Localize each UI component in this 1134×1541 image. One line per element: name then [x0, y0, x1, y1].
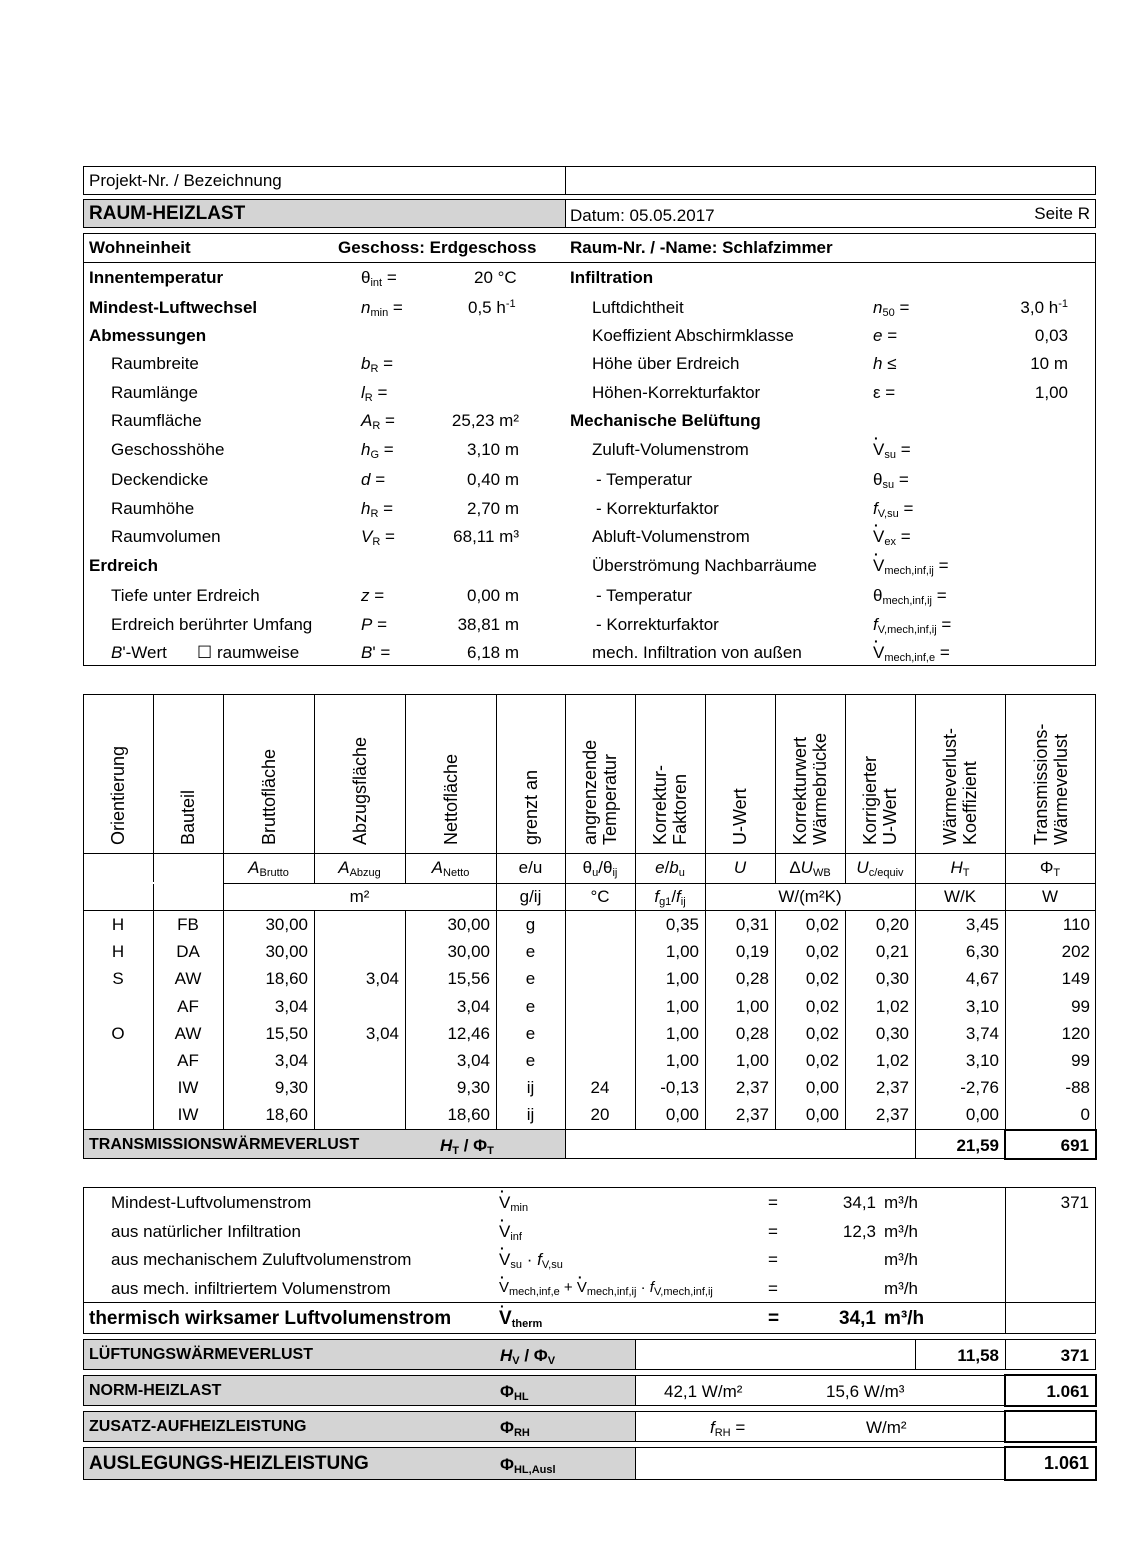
- ueberstroemung-label: Überströmung Nachbarräume: [592, 556, 817, 575]
- e-symbol: e =: [873, 326, 898, 345]
- lueftung-phi: 371: [1060, 1346, 1089, 1365]
- hg-symbol: $h_G$ =: [361, 440, 394, 461]
- table-cell: 3,10: [965, 996, 999, 1016]
- project-label: Projekt-Nr. / Bezeichnung: [89, 171, 282, 190]
- table-cell: 0,00: [965, 1105, 999, 1125]
- raumhoehe-label: Raumhöhe: [111, 499, 195, 518]
- total-ht: 21,59: [956, 1136, 999, 1155]
- hoehenkorr-value: 1,00: [1034, 383, 1068, 402]
- frh-symbol: $f_{RH}$ =: [710, 1418, 746, 1439]
- vinf-symbol: · $V_{inf}$: [499, 1222, 522, 1242]
- table-cell: S: [112, 969, 124, 989]
- col-header-line: grenzt an: [520, 769, 541, 845]
- table-cell: 0,31: [735, 915, 769, 934]
- date: Datum: 05.05.2017: [570, 206, 715, 225]
- vinf-value: 12,3: [842, 1222, 876, 1241]
- ausl-label: AUSLEGUNGS-HEIZLEISTUNG: [89, 1453, 369, 1474]
- geschosshoehe-value: 3,10 m: [467, 440, 519, 459]
- bwert-label: B'-Wert: [111, 643, 167, 662]
- zusatz-unit: W/m²: [866, 1418, 907, 1437]
- sym-ht: $H_T$: [950, 858, 970, 879]
- grid-line: [314, 694, 315, 1130]
- col-header-line: Wärmeverlust: [1050, 733, 1071, 845]
- table-cell: 1,02: [875, 996, 909, 1016]
- umfang-value: 38,81 m: [457, 615, 519, 634]
- table-cell: 1,00: [665, 1051, 699, 1070]
- col-header-11: [860, 756, 900, 845]
- vr-symbol: $V_R$ =: [361, 527, 395, 548]
- theta-int-symbol: $\theta_{int}$ =: [361, 268, 397, 289]
- tiefe-value: 0,00 m: [467, 586, 519, 605]
- abschirm-label: Koeffizient Abschirmklasse: [592, 326, 794, 345]
- table-cell: 18,60: [265, 969, 308, 989]
- vmin-symbol: · $V_{min}$: [499, 1193, 528, 1213]
- sym-uc: $U_{c/equiv}$: [856, 858, 904, 879]
- innentemp-label: Innentemperatur: [89, 268, 224, 287]
- vmech-label: aus mech. infiltriertem Volumenstrom: [111, 1279, 391, 1298]
- col-header-13: [1031, 724, 1071, 845]
- vmech-unit: m³/h: [884, 1279, 918, 1298]
- h-symbol: h ≤: [873, 354, 897, 373]
- vsu-label: aus mechanischem Zuluftvolumenstrom: [111, 1250, 412, 1269]
- z-symbol: z =: [361, 586, 385, 605]
- table-cell: -88: [1065, 1078, 1090, 1098]
- erdreich-heading: Erdreich: [89, 556, 158, 575]
- col-header-line: U-Wert: [880, 788, 900, 845]
- norm-label: NORM-HEIZLAST: [89, 1382, 222, 1399]
- table-cell: 0,02: [805, 1023, 839, 1043]
- vtherm-value: 34,1: [839, 1308, 876, 1329]
- col-header-line: Bruttofläche: [258, 748, 279, 845]
- floor-label: Geschoss: Erdgeschoss: [338, 238, 537, 257]
- vtherm-symbol: · $V_{therm}$: [499, 1308, 542, 1330]
- luftdichtheit-value: 3,0 $h^{-1}$: [1020, 298, 1068, 317]
- fvmech-symbol: $f_{V,mech,inf,ij}$ =: [873, 615, 952, 636]
- table-cell: e: [525, 996, 536, 1016]
- table-cell: 30,00: [265, 942, 308, 962]
- table-cell: 0,30: [875, 969, 909, 989]
- col-header-line: Abzugsfläche: [349, 736, 370, 845]
- table-cell: 1,00: [665, 996, 699, 1016]
- grid-line: [775, 694, 776, 1130]
- unit-w: W: [1041, 887, 1059, 906]
- table-cell: 6,30: [965, 942, 999, 962]
- raumvolumen-value: 68,11 m³: [453, 527, 519, 546]
- table-cell: 0,28: [735, 969, 769, 989]
- norm-value: 1.061: [1046, 1382, 1089, 1401]
- table-cell: O: [111, 1023, 125, 1043]
- epsilon-symbol: ε =: [873, 383, 896, 402]
- grid-line: [1005, 694, 1006, 1130]
- table-cell: 30,00: [265, 915, 308, 934]
- table-cell: 1,00: [665, 1023, 699, 1043]
- vtherm-label: thermisch wirksamer Luftvolumenstrom: [89, 1308, 452, 1329]
- deckendicke-label: Deckendicke: [111, 470, 209, 489]
- table-cell: 0,20: [875, 915, 909, 934]
- ausl-symbol: $\Phi_{HL,Ausl}$: [500, 1455, 556, 1476]
- grid-line: [83, 853, 1096, 854]
- table-cell: 12,46: [447, 1023, 490, 1043]
- vmin-unit: m³/h: [884, 1193, 918, 1212]
- table-cell: -0,13: [660, 1078, 699, 1098]
- table-cell: 1,00: [735, 996, 769, 1016]
- geschosshoehe-label: Geschosshöhe: [111, 440, 225, 459]
- table-cell: 3,04: [274, 1051, 308, 1070]
- norm-wm3: 15,6 W/m³: [826, 1382, 905, 1401]
- table-cell: AW: [174, 969, 202, 989]
- raumweise-checkbox[interactable]: ☐ raumweise: [197, 643, 300, 662]
- sym-theta: $\theta_u/\theta_{ij}$: [582, 858, 618, 879]
- table-cell: 0,02: [805, 969, 839, 989]
- col-header-line: Wärmeverlust-: [940, 727, 960, 845]
- table-cell: AF: [177, 1051, 199, 1070]
- korr2-label: - Korrekturfaktor: [596, 615, 719, 634]
- col-header-line: Orientierung: [108, 745, 128, 845]
- table-cell: 3,04: [456, 1051, 490, 1070]
- eq-therm: =: [768, 1308, 780, 1329]
- mechinf-label: mech. Infiltration von außen: [592, 643, 802, 662]
- sym-ebu: $e/b_u$: [655, 858, 685, 879]
- sym-aabzug: $A_{Abzug}$: [338, 858, 381, 879]
- col-header-line: Temperatur: [600, 753, 620, 845]
- col-header-line: angrenzende: [580, 739, 600, 845]
- grid-line: [565, 694, 566, 1130]
- eq-2: =: [768, 1222, 778, 1241]
- infiltration-heading: Infiltration: [570, 268, 654, 287]
- ar-symbol: $A_R$ =: [361, 411, 395, 432]
- deckendicke-value: 0,40 m: [467, 470, 519, 489]
- hoehe-label: Höhe über Erdreich: [592, 354, 740, 373]
- table-cell: 0,02: [805, 942, 839, 962]
- b-symbol: B' =: [361, 643, 391, 662]
- table-cell: 2,37: [875, 1078, 909, 1098]
- raumflaeche-value: 25,23 m²: [451, 411, 519, 430]
- col-header-1: [108, 746, 128, 845]
- table-cell: e: [525, 942, 536, 962]
- theta-su-symbol: $\theta_{su}$ =: [873, 470, 909, 491]
- vmechinfe-symbol: · $V_{mech,inf,e}$ =: [873, 643, 950, 663]
- table-cell: 149: [1061, 969, 1090, 989]
- table-cell: ij: [526, 1105, 535, 1125]
- table-cell: 120: [1061, 1023, 1090, 1043]
- table-cell: 20: [590, 1105, 610, 1125]
- lueftung-label: LÜFTUNGSWÄRMEVERLUST: [89, 1346, 313, 1363]
- unit-c: °C: [590, 887, 610, 906]
- sym-anetto: $A_{Netto}$: [431, 858, 470, 879]
- total-label: TRANSMISSIONSWÄRMEVERLUST: [89, 1136, 360, 1153]
- table-cell: FB: [177, 915, 199, 934]
- vinf-label: aus natürlicher Infiltration: [111, 1222, 301, 1241]
- ausl-value: 1.061: [1043, 1453, 1089, 1473]
- norm-symbol: $\Phi_{HL}$: [500, 1382, 529, 1403]
- raumflaeche-label: Raumfläche: [111, 411, 202, 430]
- col-header-line: U-Wert: [730, 788, 750, 845]
- d-symbol: d =: [361, 470, 386, 489]
- table-cell: 3,04: [274, 996, 308, 1016]
- table-cell: 1,00: [665, 969, 699, 989]
- luftwechsel-value: 0,5 $h^{-1}$: [468, 298, 516, 317]
- grid-line: [915, 1130, 916, 1158]
- unit-wm2k: W/(m²K): [778, 887, 842, 906]
- p-symbol: P =: [361, 615, 387, 634]
- col-header-3: [259, 749, 279, 845]
- project-row: [83, 166, 1096, 195]
- col-header-9: [730, 788, 750, 845]
- zusatz-value-box: [1004, 1410, 1097, 1443]
- col-header-7: [580, 740, 620, 845]
- grid-line: [845, 694, 846, 1130]
- table-cell: 30,00: [447, 915, 490, 934]
- table-cell: 1,00: [735, 1051, 769, 1070]
- table-cell: 15,50: [265, 1023, 308, 1043]
- col-header-line: Korrekturwert: [790, 736, 810, 845]
- table-cell: H: [111, 942, 125, 962]
- col-header-8: [650, 765, 690, 845]
- grid-line: [223, 694, 224, 1130]
- vmin-w: 371: [1060, 1193, 1089, 1212]
- table-cell: AW: [174, 1023, 202, 1043]
- lueftung-symbol: $H_V / \Phi_V$: [500, 1346, 556, 1367]
- col-header-line: Bauteil: [178, 789, 198, 845]
- col-header-12: [940, 728, 980, 845]
- luftwechsel-label: Mindest-Luftwechsel: [89, 298, 258, 317]
- table-cell: 3,45: [965, 915, 999, 934]
- table-cell: DA: [176, 942, 200, 962]
- page-number: Seite R: [1034, 204, 1090, 223]
- col-header-10: [790, 733, 830, 845]
- unit-wk: W/K: [943, 887, 977, 906]
- table-cell: ij: [526, 1078, 535, 1098]
- table-cell: 24: [590, 1078, 610, 1098]
- table-cell: IW: [177, 1105, 199, 1125]
- table-cell: 0,00: [665, 1105, 699, 1125]
- table-cell: e: [525, 1023, 536, 1043]
- korr1-label: - Korrekturfaktor: [596, 499, 719, 518]
- unit-gij: g/ij: [519, 887, 542, 906]
- nmin-symbol: $n_{min}$ =: [361, 298, 403, 319]
- table-cell: 3,04: [456, 996, 490, 1016]
- norm-row: [83, 1375, 1096, 1406]
- table-cell: 0,02: [805, 996, 839, 1016]
- table-cell: 0,00: [805, 1105, 839, 1125]
- table-cell: 1,02: [875, 1051, 909, 1070]
- sym-eu: e/u: [518, 858, 543, 877]
- table-cell: 0,28: [735, 1023, 769, 1043]
- merge-cover: [84, 882, 223, 884]
- sym-duwb: $\Delta U_{WB}$: [789, 858, 831, 879]
- table-cell: 1,00: [665, 942, 699, 962]
- table-cell: 18,60: [447, 1105, 490, 1125]
- page-title: RAUM-HEIZLAST: [89, 203, 246, 224]
- bwert-value: 6,18 m: [467, 643, 519, 662]
- table-cell: 3,10: [965, 1051, 999, 1070]
- table-cell: 2,37: [735, 1078, 769, 1098]
- fvsu-symbol: $f_{V,su}$ =: [873, 499, 914, 520]
- raumlaenge-label: Raumlänge: [111, 383, 198, 402]
- vsu-unit: m³/h: [884, 1250, 918, 1269]
- vmechinfij-symbol: · $V_{mech,inf,ij}$ =: [873, 556, 949, 576]
- vex-symbol: · $V_{ex}$ =: [873, 527, 911, 547]
- hoehe-value: 10 m: [1030, 354, 1068, 373]
- table-cell: 15,56: [447, 969, 490, 989]
- total-phi: 691: [1060, 1136, 1089, 1155]
- tiefe-label: Tiefe unter Erdreich: [111, 586, 260, 605]
- temp1-label: - Temperatur: [596, 470, 693, 489]
- theta-mech-symbol: $\theta_{mech,inf,ij}$ =: [873, 586, 947, 607]
- umfang-label: Erdreich berührter Umfang: [111, 615, 313, 634]
- raumhoehe-value: 2,70 m: [467, 499, 519, 518]
- grid-line: [83, 910, 1096, 911]
- table-cell: 0,00: [805, 1078, 839, 1098]
- abmessungen-heading: Abmessungen: [89, 326, 207, 345]
- grid-line: [915, 694, 916, 1130]
- norm-wm2: 42,1 W/m²: [664, 1382, 743, 1401]
- grid-line: [635, 694, 636, 1130]
- col-header-line: Korrektur-: [650, 764, 670, 845]
- table-cell: 18,60: [265, 1105, 308, 1125]
- unit-m2: m²: [349, 887, 370, 906]
- grid-line: [565, 1130, 566, 1158]
- mech-heading: Mechanische Belüftung: [570, 411, 761, 430]
- table-cell: -2,76: [960, 1078, 999, 1098]
- col-header-line: Wärmebrücke: [810, 732, 830, 845]
- lr-symbol: $l_R$ =: [361, 383, 388, 404]
- vmech-formula: · $V_{mech,inf,e}$ + · $V_{mech,inf,ij} \cdot f_{V,mech,inf,ij}$: [499, 1279, 713, 1296]
- table-cell: 30,00: [447, 942, 490, 962]
- table-cell: e: [525, 1051, 536, 1070]
- table-cell: AF: [177, 996, 199, 1016]
- unit-fg: $f_{g1}/f_{ij}$: [654, 887, 686, 908]
- table-cell: 3,74: [965, 1023, 999, 1043]
- table-cell: 110: [1062, 915, 1090, 934]
- grid-line: [705, 694, 706, 1130]
- table-cell: 0,30: [875, 1023, 909, 1043]
- raumvolumen-label: Raumvolumen: [111, 527, 221, 546]
- lueftung-hv: 11,58: [957, 1346, 999, 1365]
- table-cell: 0: [1080, 1105, 1090, 1125]
- sym-u: U: [733, 858, 747, 877]
- abschirm-value: 0,03: [1034, 326, 1068, 345]
- table-cell: 202: [1061, 942, 1090, 962]
- grid-line: [405, 694, 406, 1130]
- col-header-6: [521, 770, 541, 845]
- zuluft-label: Zuluft-Volumenstrom: [592, 440, 749, 459]
- col-header-4: [350, 737, 370, 845]
- table-cell: 0,35: [665, 915, 699, 934]
- table-cell: 0,21: [875, 942, 909, 962]
- raumbreite-label: Raumbreite: [111, 354, 199, 373]
- room-label: Raum-Nr. / -Name: Schlafzimmer: [570, 238, 833, 257]
- table-cell: e: [525, 969, 536, 989]
- br-symbol: $b_R$ =: [361, 354, 394, 375]
- table-cell: IW: [177, 1078, 199, 1098]
- table-cell: 0,02: [805, 1051, 839, 1070]
- sym-abrutto: $A_{Brutto}$: [248, 858, 289, 879]
- table-cell: 99: [1071, 996, 1090, 1016]
- eq-1: =: [768, 1193, 778, 1212]
- temp2-label: - Temperatur: [596, 586, 693, 605]
- col-header-5: [441, 754, 461, 845]
- eq-4: =: [768, 1279, 778, 1298]
- vsu-symbol: · $V_{su}$ =: [873, 440, 911, 460]
- col-header-2: [178, 790, 198, 845]
- table-cell: 2,37: [875, 1105, 909, 1125]
- table-cell: 3,04: [365, 969, 399, 989]
- unit-label: Wohneinheit: [89, 238, 191, 257]
- table-cell: 0,02: [805, 915, 839, 934]
- vmin-value: 34,1: [842, 1193, 876, 1212]
- table-cell: 99: [1071, 1051, 1090, 1070]
- total-symbol: $H_T / \Phi_T$: [440, 1136, 494, 1157]
- hr-symbol: $h_R$ =: [361, 499, 394, 520]
- sym-phit: $\Phi_T$: [1039, 858, 1061, 879]
- col-header-line: Nettofläche: [440, 753, 461, 845]
- hoehenkorr-label: Höhen-Korrekturfaktor: [592, 383, 761, 402]
- n50-symbol: $n_{50}$ =: [873, 298, 910, 319]
- table-cell: 2,37: [735, 1105, 769, 1125]
- zusatz-label: ZUSATZ-AUFHEIZLEISTUNG: [89, 1418, 307, 1435]
- vsu-formula: · $V_{su} \cdot f_{V,su}$: [499, 1250, 563, 1270]
- grid-line: [223, 883, 1096, 884]
- col-header-line: Transmissions-: [1030, 723, 1051, 845]
- innentemp-value: 20 °C: [474, 268, 517, 287]
- table-cell: 9,30: [456, 1078, 490, 1098]
- eq-3: =: [768, 1250, 778, 1269]
- luftdichtheit-label: Luftdichtheit: [592, 298, 684, 317]
- abluft-label: Abluft-Volumenstrom: [592, 527, 750, 546]
- table-cell: H: [111, 915, 125, 934]
- table-cell: 0,19: [735, 942, 769, 962]
- title-row: [83, 199, 1096, 228]
- table-cell: 4,67: [965, 969, 999, 989]
- table-cell: g: [525, 915, 536, 934]
- col-header-line: Faktoren: [670, 773, 690, 845]
- table-cell: 9,30: [274, 1078, 308, 1098]
- vmin-label: Mindest-Luftvolumenstrom: [111, 1193, 312, 1212]
- table-cell: 3,04: [365, 1023, 399, 1043]
- vtherm-unit: m³/h: [884, 1308, 925, 1329]
- zusatz-symbol: $\Phi_{RH}$: [500, 1418, 530, 1439]
- col-header-line: Korrigierter: [860, 755, 880, 845]
- col-header-line: Koeffizient: [960, 761, 980, 845]
- vinf-unit: m³/h: [884, 1222, 918, 1241]
